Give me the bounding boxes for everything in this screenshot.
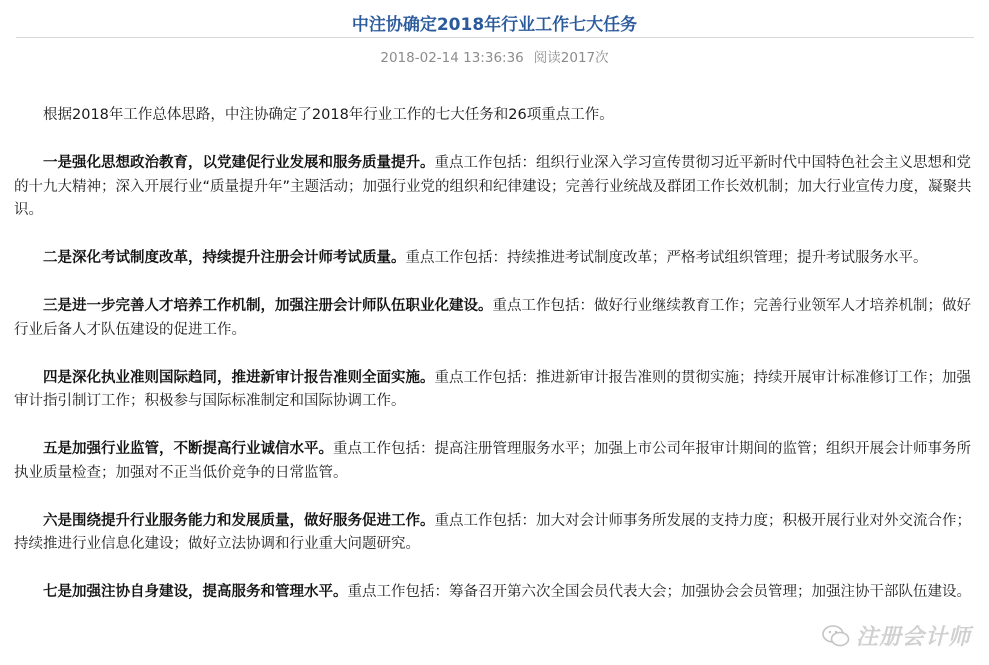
article-body	[14, 104, 976, 629]
paragraph-intro	[14, 104, 976, 128]
paragraph-task-5	[14, 438, 976, 485]
paragraph-task-4	[14, 367, 976, 414]
publish-date: 2018-02-14 13:36:36	[380, 50, 524, 66]
article-title: 中注协确定2018年行业工作七大任务	[351, 15, 638, 35]
title-divider	[16, 37, 974, 38]
paragraph-text: 重点工作包括：提高注册管理服务水平；加强上市公司年报审计期间的监管；组织开展会计师事务所执业质量检查；加强对不正当低价竞争的日常监管。	[14, 441, 971, 481]
paragraph-text: 重点工作包括：筹备召开第六次全国会员代表大会；加强协会会员管理；加强注协干部队伍建设。	[347, 584, 971, 600]
paragraph-task-3	[14, 295, 976, 342]
paragraph-task-1	[14, 152, 976, 223]
paragraph-lead: 五是加强行业监管，不断提高行业诚信水平。	[43, 441, 333, 457]
paragraph-task-2	[14, 247, 976, 271]
paragraph-lead: 三是进一步完善人才培养工作机制，加强注册会计师队伍职业化建设。	[43, 298, 493, 314]
paragraph-lead: 七是加强注协自身建设，提高服务和管理水平。	[43, 584, 348, 600]
watermark-text: 注册会计师	[855, 625, 971, 650]
paragraph-text: 重点工作包括：持续推进考试制度改革；严格考试组织管理；提升考试服务水平。	[405, 250, 928, 266]
read-count: 阅读2017次	[533, 50, 609, 66]
paragraph-text: 重点工作包括：做好行业继续教育工作；完善行业领军人才培养机制；做好行业后备人才队伍建设的促进工作。	[14, 298, 971, 338]
paragraph-lead: 六是围绕提升行业服务能力和发展质量，做好服务促进工作。	[43, 512, 435, 529]
paragraph-lead: 二是深化考试制度改革，持续提升注册会计师考试质量。	[43, 250, 406, 266]
paragraph-lead: 一是强化思想政治教育，以党建促行业发展和服务质量提升。	[43, 155, 435, 171]
paragraph-task-7	[14, 581, 976, 605]
watermark	[822, 620, 971, 651]
paragraph-task-6	[14, 510, 976, 557]
article-meta	[0, 46, 989, 66]
paragraph-lead: 四是深化执业准则国际趋同，推进新审计报告准则全面实施。	[43, 369, 435, 386]
paragraph-text: 根据2018年工作总体思路，中注协确定了2018年行业工作的七大任务和26项重点工作。	[43, 107, 614, 123]
paragraph-text: 重点工作包括：加大对会计师事务所发展的支持力度；积极开展行业对外交流合作；持续推进行业信息化建设；做好立法协调和行业重大问题研究。	[14, 512, 971, 552]
paragraph-text: 重点工作包括：推进新审计报告准则的贯彻实施；持续开展审计标准修订工作；加强审计指引制订工作；积极参与国际标准制定和国际协调工作。	[14, 369, 971, 409]
wechat-icon	[822, 625, 850, 647]
paragraph-text: 重点工作包括：组织行业深入学习宣传贯彻习近平新时代中国特色社会主义思想和党的十九大精神；深入开展行业“质量提升年”主题活动；加强行业党的组织和纪律建设；完善行业统战及群团工作长效机制；加大行业宣传力度，凝聚共识。	[14, 155, 972, 218]
